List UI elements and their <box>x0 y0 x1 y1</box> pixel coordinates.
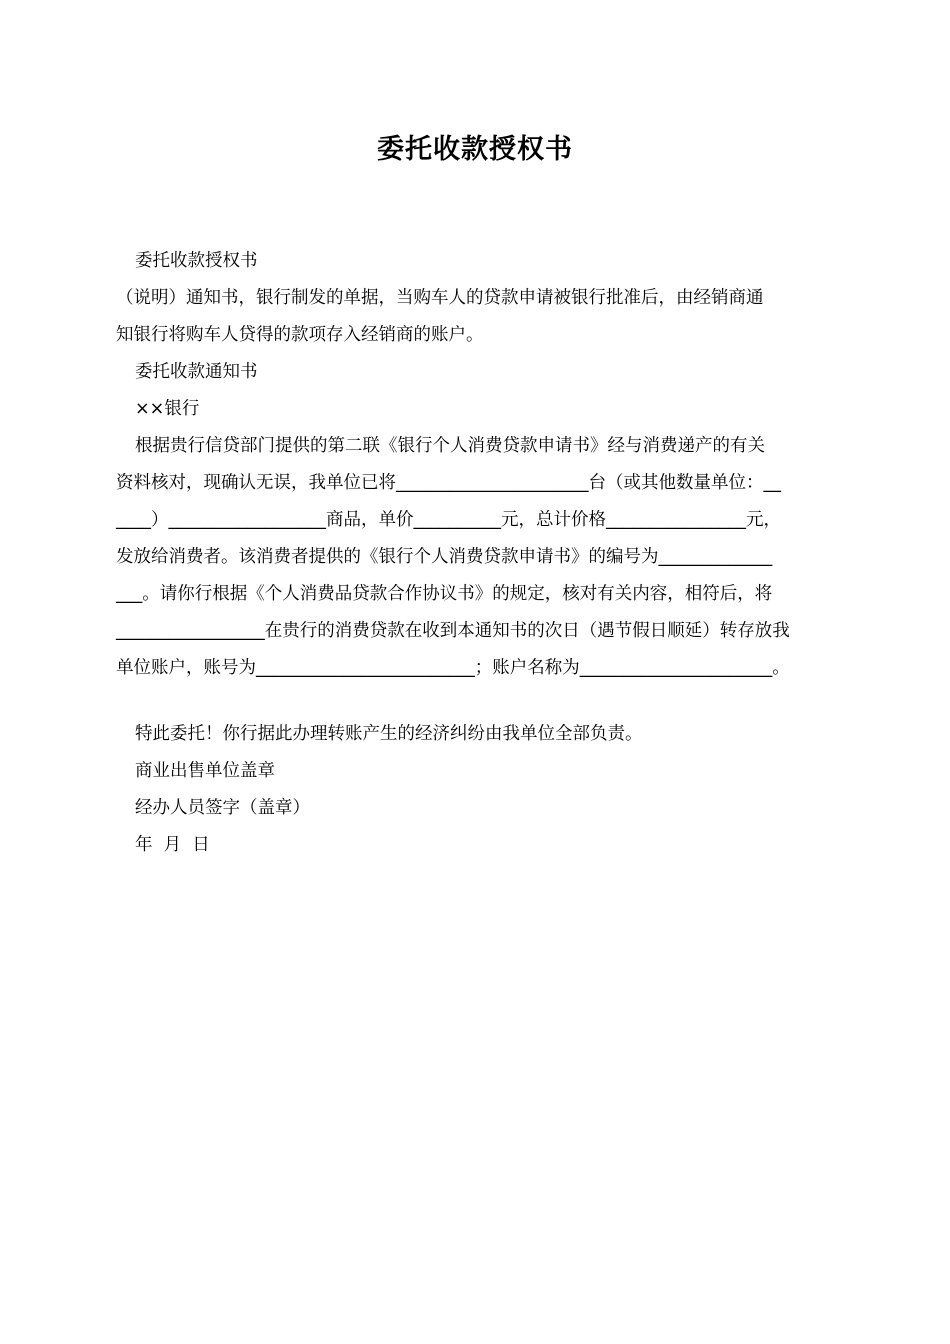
body-line-7: 单位账户，账号为_________________________；账户名称为______________________。 <box>116 658 790 678</box>
heading-authorization: 委托收款授权书 <box>135 251 258 271</box>
body-line-1: 根据贵行信贷部门提供的第二联《银行个人消费贷款申请书》经与消费递产的有关 <box>135 436 765 456</box>
body-line-6: _________________在贵行的消费贷款在收到本通知书的次日（遇节假日顺延）转存放我 <box>116 621 790 641</box>
handler-signature-label: 经办人员签字（盖章） <box>135 798 310 818</box>
date-label: 年 月 日 <box>135 835 210 855</box>
document-body <box>116 243 836 864</box>
body-line-2: 资料核对，现确认无误，我单位已将______________________台（或其他数量单位：__ <box>116 473 781 493</box>
explanation-line-2: 知银行将购车人贷得的款项存入经销商的账户。 <box>116 325 484 345</box>
explanation-line-1: （说明）通知书，银行制发的单据，当购车人的贷款申请被银行批准后，由经销商通 <box>116 288 764 308</box>
paragraph-gap <box>116 687 836 716</box>
body-line-4: 发放给消费者。该消费者提供的《银行个人消费贷款申请书》的编号为_____________ <box>116 547 773 567</box>
document-title: 委托收款授权书 <box>377 134 573 165</box>
body-line-5: ___。请你行根据《个人消费品贷款合作协议书》的规定，核对有关内容，相符后，将 <box>116 584 773 604</box>
closing-statement: 特此委托！你行据此办理转账产生的经济纠纷由我单位全部负责。 <box>135 724 643 744</box>
addressee-bank: ××银行 <box>135 399 200 419</box>
heading-notice: 委托收款通知书 <box>135 362 258 382</box>
seller-seal-label: 商业出售单位盖章 <box>135 761 275 781</box>
body-line-3: ____）__________________商品，单价__________元，总计价格________________元， <box>116 510 781 530</box>
